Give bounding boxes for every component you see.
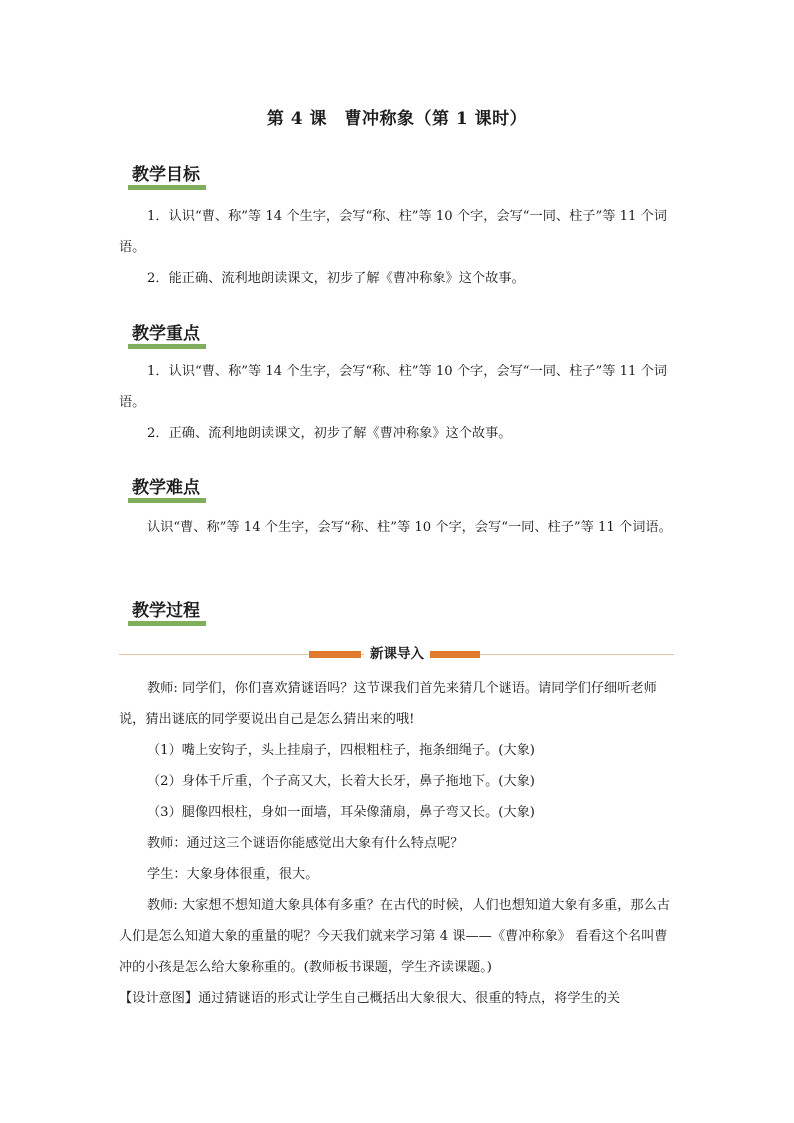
keypoints-item-1: 1．认识“曹、称”等 14 个生字，会写“称、柱”等 10 个字，会写“一同、柱子”等 11 个词语。 (119, 364, 667, 410)
process-line-teacher-question: 教师：通过这三个谜语你能感觉出大象有什么特点呢？ (147, 836, 464, 851)
process-line-1: 教师: 同学们，你们喜欢猜谜语吗？这节课我们首先来猜几个谜语。请同学们仔细听老师说，猜出谜底的同学要说出自己是怎么猜出来的哦! (119, 681, 657, 727)
process-riddle-3: （3）腿像四根柱，身如一面墙，耳朵像蒲扇，鼻子弯又长。(大象) (147, 805, 535, 820)
heading-objectives: 教学目标 (128, 160, 206, 188)
process-line-student-answer: 学生：大象身体很重，很大。 (147, 867, 319, 882)
process-design-intent: 【设计意图】通过猜谜语的形式让学生自己概括出大象很大、很重的特点，将学生的关 (119, 991, 621, 1006)
process-riddle-1: （1）嘴上安钩子，头上挂扇子，四根粗柱子，拖条细绳子。(大象) (147, 743, 535, 758)
process-riddle-2: （2）身体千斤重，个子高又大，长着大长牙，鼻子拖地下。(大象) (147, 774, 535, 789)
difficulties-text: 认识“曹、称”等 14 个生字，会写“称、柱”等 10 个字，会写“一同、柱子”等 11 个词语。 (147, 520, 672, 535)
heading-process: 教学过程 (128, 596, 206, 624)
objectives-item-2: 2．能正确、流利地朗读课文，初步了解《曹冲称象》这个故事。 (147, 271, 525, 286)
objectives-item-1: 1．认识“曹、称”等 14 个生字，会写“称、柱”等 10 个字，会写“一同、柱子”等 11 个词语。 (119, 209, 667, 255)
heading-keypoints: 教学重点 (128, 319, 206, 347)
process-line-teacher-intro: 教师: 大家想不想知道大象具体有多重？在古代的时候，人们也想知道大象有多重，那么古人们是怎么知道大象的重量的呢？今天我们就来学习第 4 课——《曹冲称象》 看看这个名叫曹冲的小孩是怎么给大象称重的。(教师板书课题，学生齐读课题。) (119, 898, 670, 975)
lesson-title: 第 4 课 曹冲称象（第 1 课时） (266, 109, 528, 129)
heading-difficulties: 教学难点 (128, 473, 206, 501)
keypoints-item-2: 2．正确、流利地朗读课文，初步了解《曹冲称象》这个故事。 (147, 426, 512, 441)
divider-label: 新课导入 (0, 642, 794, 662)
